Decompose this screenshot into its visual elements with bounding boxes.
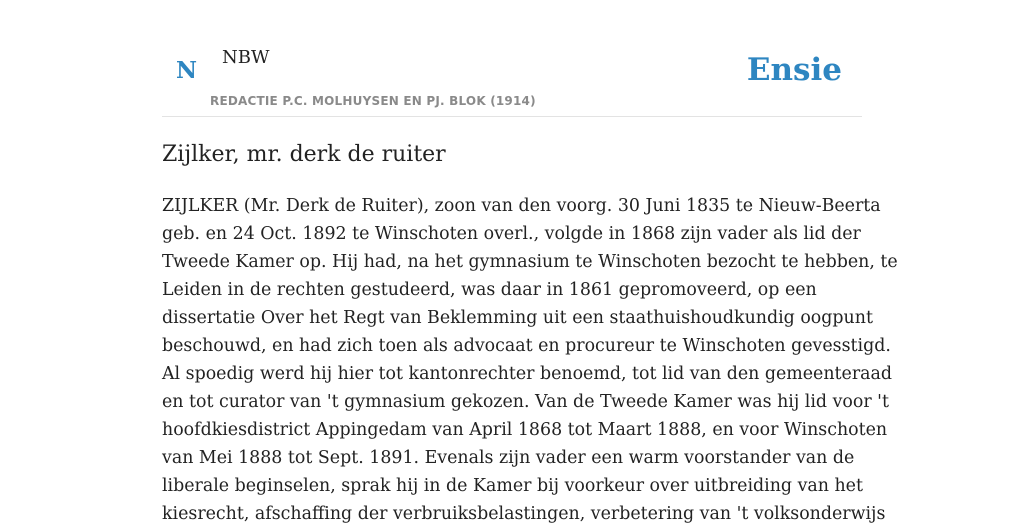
brand-logo[interactable]: Ensie — [746, 52, 842, 88]
article-line: Leiden in de rechten gestudeerd, was daar in 1861 gepromoveerd, op een — [162, 280, 817, 300]
article-line: liberale beginselen, sprak hij in de Kamer bij voorkeur over uitbreiding van het — [162, 476, 863, 496]
article-line: geb. en 24 Oct. 1892 te Winschoten overl., volgde in 1868 zijn vader als lid der — [162, 224, 861, 244]
source-subtitle: REDACTIE P.C. MOLHUYSEN EN PJ. BLOK (1914) — [210, 94, 536, 108]
source-header — [162, 0, 862, 117]
article-line: hoofdkiesdistrict Appingedam van April 1868 tot Maart 1888, en voor Winschoten — [162, 420, 888, 440]
article-line: ZIJLKER (Mr. Derk de Ruiter), zoon van den voorg. 30 Juni 1835 te Nieuw-Beerta — [162, 196, 881, 216]
article-line: kiesrecht, afschaffing der verbruiksbelastingen, verbetering van 't volksonderwijs — [162, 504, 886, 524]
article-line: beschouwd, en had zich toen als advocaat en procureur te Winschoten gevesstigd. — [162, 336, 891, 356]
source-logo-letter[interactable]: N — [176, 57, 198, 84]
article-page — [162, 0, 898, 524]
article-line: van Mei 1888 tot Sept. 1891. Evenals zijn vader een warm voorstander van de — [162, 448, 855, 468]
article-line: Tweede Kamer op. Hij had, na het gymnasium te Winschoten bezocht te hebben, te — [162, 252, 898, 272]
source-name[interactable]: NBW — [222, 47, 270, 68]
article-line: Al spoedig werd hij hier tot kantonrechter benoemd, tot lid van den gemeenteraad — [162, 364, 893, 384]
article-line: en tot curator van 't gymnasium gekozen. Van de Tweede Kamer was hij lid voor 't — [162, 392, 889, 412]
article-line: dissertatie Over het Regt van Beklemming uit een staathuishoudkundig oogpunt — [162, 308, 873, 328]
article-title: Zijlker, mr. derk de ruiter — [162, 142, 446, 167]
article-body — [162, 192, 898, 528]
